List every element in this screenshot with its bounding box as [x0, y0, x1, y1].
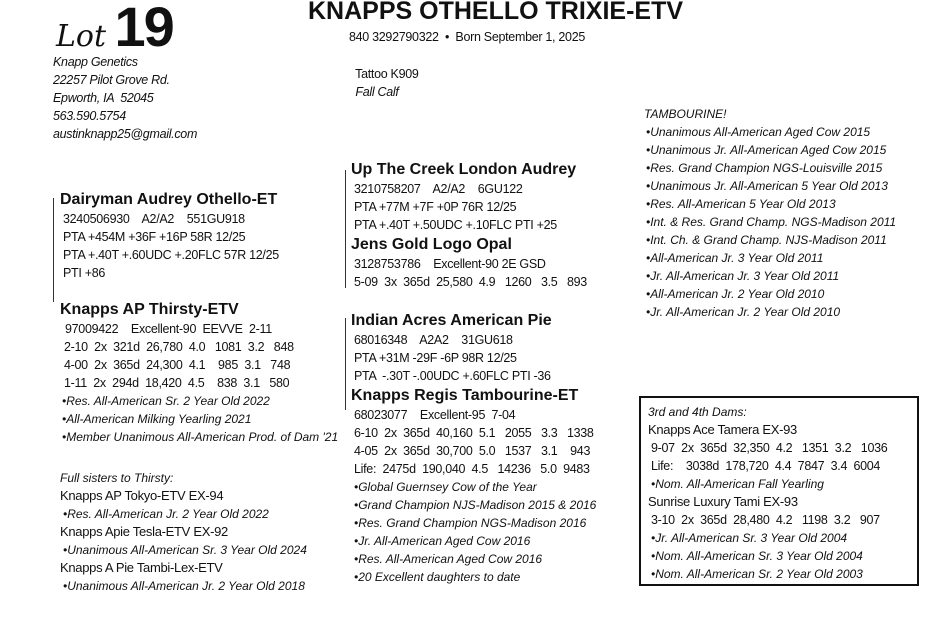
fourth-dam-honor: •Nom. All-American Sr. 2 Year Old 2003	[651, 567, 863, 581]
dam-dam-line: Life: 2475d 190,040 4.5 14236 5.0 9483	[354, 462, 590, 476]
sire-block	[60, 190, 279, 282]
tambourine-item: •Unanimous All-American Aged Cow 2015	[646, 125, 871, 139]
calf-note: Fall Calf	[355, 85, 399, 99]
tambourine-item: •Res. Grand Champion NGS-Louisville 2015	[646, 161, 883, 175]
dam-honor: •All-American Milking Yearling 2021	[62, 412, 252, 426]
tambourine-item: •Jr. All-American Jr. 3 Year Old 2011	[646, 269, 840, 283]
seller-block	[53, 53, 197, 143]
sire-name: Dairyman Audrey Othello-ET	[60, 191, 278, 208]
seller-line: Epworth, IA 52045	[53, 91, 154, 105]
third-dam-name: Knapps Ace Tamera EX-93	[648, 422, 797, 437]
fourth-dam-line: 3-10 2x 365d 28,480 4.2 1198 3.2 907	[651, 513, 880, 527]
sire-line: PTA +.40T +.60UDC +.20FLC 57R 12/25	[63, 248, 279, 262]
tambourine-item: •Unanimous Jr. All-American 5 Year Old 2013	[646, 179, 888, 193]
sire-dam-line: 5-09 3x 365d 25,580 4.9 1260 3.5 893	[354, 275, 587, 289]
sire-line: PTA +454M +36F +16P 58R 12/25	[63, 230, 246, 244]
third-dam-honor: •Nom. All-American Fall Yearling	[651, 477, 824, 491]
dam-sire-line: PTA +31M -29F -6P 98R 12/25	[354, 351, 517, 365]
tattoo: Tattoo K909	[355, 67, 419, 81]
sire-line: PTI +86	[63, 266, 106, 280]
dam-honor: •Res. All-American Sr. 2 Year Old 2022	[62, 394, 270, 408]
lot-label	[56, 0, 173, 59]
third-fourth-dams-box	[639, 396, 919, 586]
tambourine-heading: TAMBOURINE!	[644, 107, 727, 121]
sister-note: •Unanimous All-American Sr. 3 Year Old 2024	[63, 543, 307, 557]
tambourine-block	[644, 105, 896, 321]
seller-line: Knapp Genetics	[53, 55, 138, 69]
sire-dam-line: 3128753786 Excellent-90 2E GSD	[354, 257, 546, 271]
dam-dam-block	[351, 386, 596, 586]
dam-dam-honor: •Res. All-American Aged Cow 2016	[354, 552, 543, 566]
tambourine-item: •Res. All-American 5 Year Old 2013	[646, 197, 836, 211]
full-sisters-block	[60, 469, 307, 595]
dam-dam-name: Knapps Regis Tambourine-ET	[351, 387, 579, 404]
animal-registration: 840 3292790322 • Born September 1, 2025	[349, 30, 586, 44]
seller-email: austinknapp25@gmail.com	[53, 127, 198, 141]
sister-note: •Res. All-American Jr. 2 Year Old 2022	[63, 507, 269, 521]
dam-dam-honor: •Global Guernsey Cow of the Year	[354, 480, 537, 494]
lot-script: Lot	[56, 19, 107, 54]
sister-note: •Unanimous All-American Jr. 2 Year Old 2018	[63, 579, 305, 593]
sire-sire-line: PTA +.40T +.50UDC +.10FLC PTI +25	[354, 218, 557, 232]
dam-sire-block	[351, 311, 552, 385]
dam-sire-line: 68016348 A2A2 31GU618	[354, 333, 513, 347]
tambourine-item: •Int. & Res. Grand Champ. NGS-Madison 2011	[646, 215, 897, 229]
dam-line: 4-00 2x 365d 24,300 4.1 985 3.1 748	[64, 358, 291, 372]
dam-dam-honor: •20 Excellent daughters to date	[354, 570, 521, 584]
fourth-dam-honor: •Nom. All-American Sr. 3 Year Old 2004	[651, 549, 863, 563]
dam-honor: •Member Unanimous All-American Prod. of Dam '21	[62, 430, 339, 444]
animal-name: KNAPPS OTHELLO TRIXIE-ETV	[308, 0, 684, 25]
full-sisters-heading: Full sisters to Thirsty:	[60, 471, 174, 485]
seller-line: 563.590.5754	[53, 109, 126, 123]
dam-line: 2-10 2x 321d 26,780 4.0 1081 3.2 848	[64, 340, 294, 354]
sire-sire-block	[351, 160, 576, 234]
tambourine-item: •All-American Jr. 3 Year Old 2011	[646, 251, 824, 265]
sister-name: Knapps AP Tokyo-ETV EX-94	[60, 488, 224, 503]
tambourine-item: •All-American Jr. 2 Year Old 2010	[646, 287, 825, 301]
sire-dam-name: Jens Gold Logo Opal	[351, 236, 512, 253]
animal-tattoo-line	[349, 47, 425, 101]
third-dam-line: Life: 3038d 178,720 4.4 7847 3.4 6004	[651, 459, 881, 473]
dam-line: 1-11 2x 294d 18,420 4.5 838 3.1 580	[64, 376, 290, 390]
dam-dam-honor: •Res. Grand Champion NGS-Madison 2016	[354, 516, 587, 530]
fourth-dam-honor: •Jr. All-American Sr. 3 Year Old 2004	[651, 531, 848, 545]
dam-line: 97009422 Excellent-90 EEVVE 2-11	[65, 322, 272, 336]
dam-dam-line: 6-10 2x 365d 40,160 5.1 2055 3.3 1338	[354, 426, 594, 440]
dam-dam-line: 4-05 2x 365d 30,700 5.0 1537 3.1 943	[354, 444, 591, 458]
sire-sire-line: PTA +77M +7F +0P 76R 12/25	[354, 200, 517, 214]
dam-dam-line: 68023077 Excellent-95 7-04	[354, 408, 516, 422]
sister-name: Knapps A Pie Tambi-Lex-ETV	[60, 560, 223, 575]
third-dam-line: 9-07 2x 365d 32,350 4.2 1351 3.2 1036	[651, 441, 888, 455]
dam-sire-line: PTA -.30T -.00UDC +.60FLC PTI -36	[354, 369, 551, 383]
tambourine-item: •Int. Ch. & Grand Champ. NJS-Madison 2011	[646, 233, 887, 247]
pedigree-line-sire-side	[345, 170, 346, 288]
sire-sire-name: Up The Creek London Audrey	[351, 161, 577, 178]
fourth-dam-name: Sunrise Luxury Tami EX-93	[648, 494, 798, 509]
pedigree-line-dam-side	[345, 318, 346, 410]
sire-line: 3240506930 A2/A2 551GU918	[63, 212, 245, 226]
dam-dam-honor: •Grand Champion NJS-Madison 2015 & 2016	[354, 498, 597, 512]
tambourine-item: •Jr. All-American Jr. 2 Year Old 2010	[646, 305, 841, 319]
tambourine-item: •Unanimous Jr. All-American Aged Cow 2015	[646, 143, 887, 157]
pedigree-line-sire	[53, 198, 54, 302]
dam-block	[60, 300, 338, 446]
dam-name: Knapps AP Thirsty-ETV	[60, 301, 239, 318]
dam-dam-honor: •Jr. All-American Aged Cow 2016	[354, 534, 531, 548]
dam-sire-name: Indian Acres American Pie	[351, 312, 552, 329]
sire-dam-block	[351, 235, 587, 291]
third-fourth-heading: 3rd and 4th Dams:	[648, 405, 747, 419]
sister-name: Knapps Apie Tesla-ETV EX-92	[60, 524, 228, 539]
seller-line: 22257 Pilot Grove Rd.	[53, 73, 170, 87]
sire-sire-line: 3210758207 A2/A2 6GU122	[354, 182, 523, 196]
lot-number: 19	[114, 0, 173, 58]
